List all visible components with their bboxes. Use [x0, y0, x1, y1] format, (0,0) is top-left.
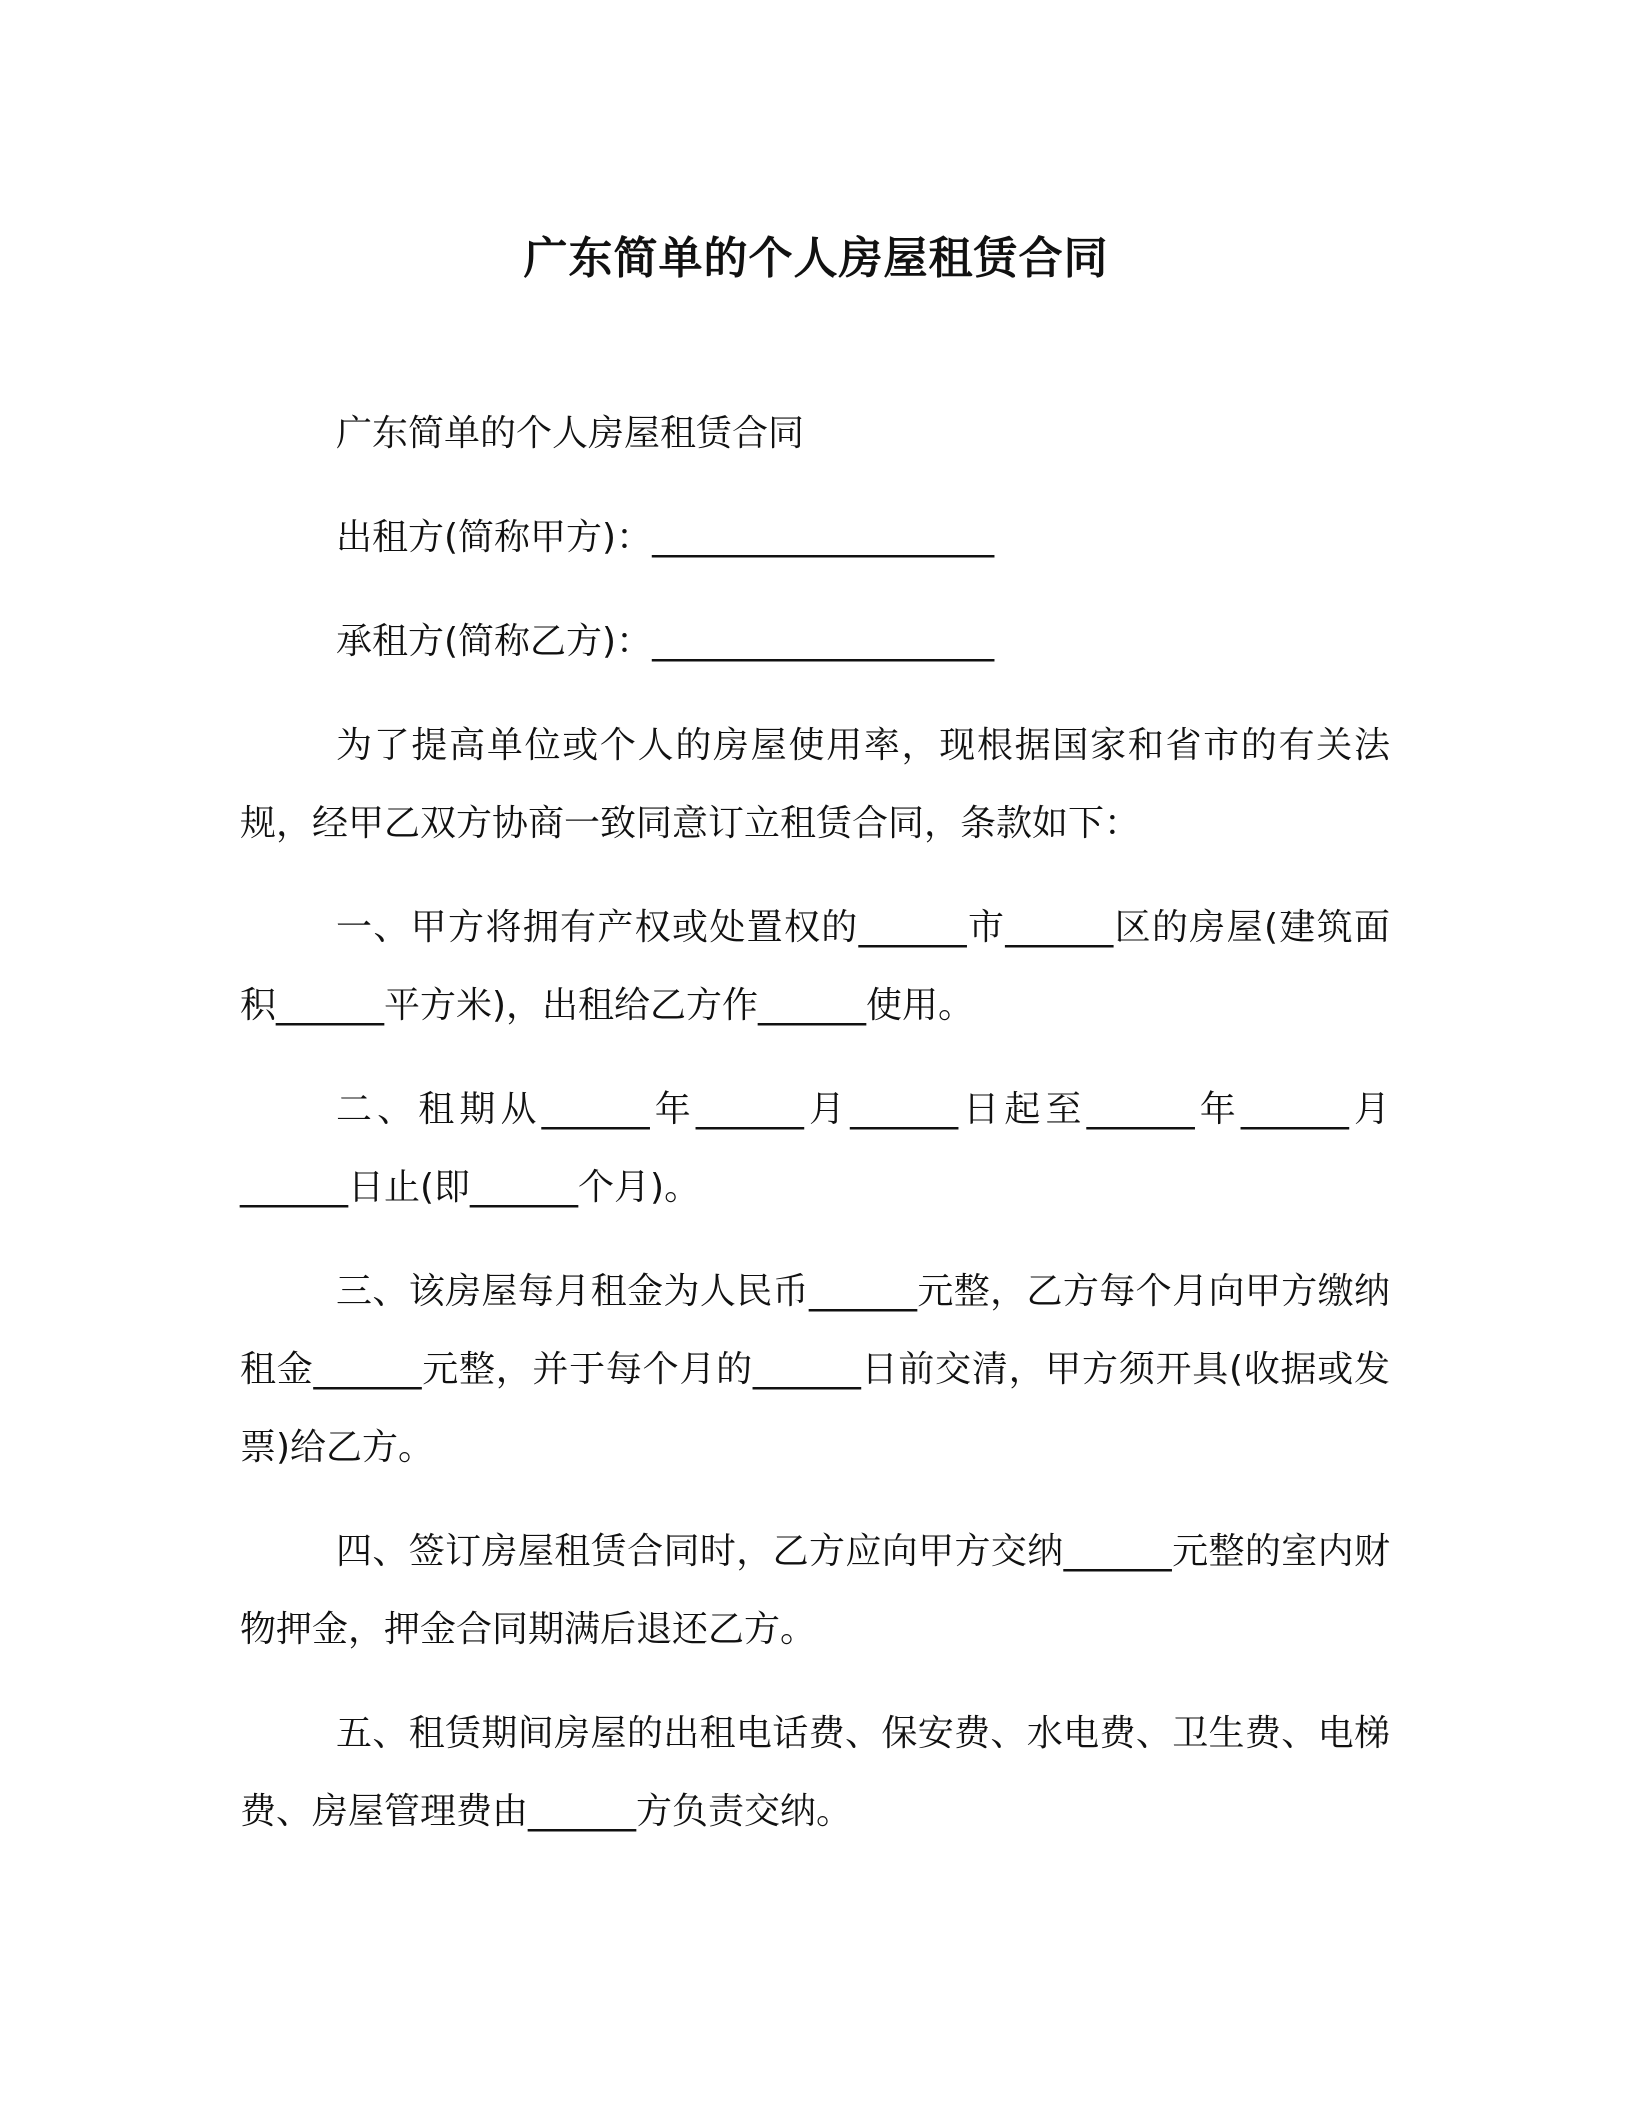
document-title: 广东简单的个人房屋租赁合同 — [523, 233, 1109, 284]
lessor-line: 出租方(简称甲方)：___________________ — [336, 517, 995, 558]
clause-3-paragraph: 三、该房屋每月租金为人民币______元整，乙方每个月向甲方缴纳租金______元整，并于每个月的______日前交清，甲方须开具(收据或发票)给乙方。 — [240, 1271, 1390, 1468]
document-body — [240, 395, 1390, 1877]
lessee-line: 承租方(简称乙方)：___________________ — [336, 621, 995, 662]
subtitle-paragraph: 广东简单的个人房屋租赁合同 — [336, 413, 805, 454]
clause-2-paragraph: 二、租期从______年______月______日起至______年______月______日止(即______个月)。 — [240, 1089, 1390, 1208]
clause-4-paragraph: 四、签订房屋租赁合同时，乙方应向甲方交纳______元整的室内财物押金，押金合同期满后退还乙方。 — [240, 1531, 1390, 1650]
preamble-paragraph: 为了提高单位或个人的房屋使用率，现根据国家和省市的有关法规，经甲乙双方协商一致同意订立租赁合同，条款如下： — [240, 725, 1390, 844]
clause-5-paragraph: 五、租赁期间房屋的出租电话费、保安费、水电费、卫生费、电梯费、房屋管理费由______方负责交纳。 — [240, 1713, 1390, 1832]
clause-1-paragraph: 一、甲方将拥有产权或处置权的______市______区的房屋(建筑面积______平方米)，出租给乙方作______使用。 — [240, 907, 1390, 1026]
